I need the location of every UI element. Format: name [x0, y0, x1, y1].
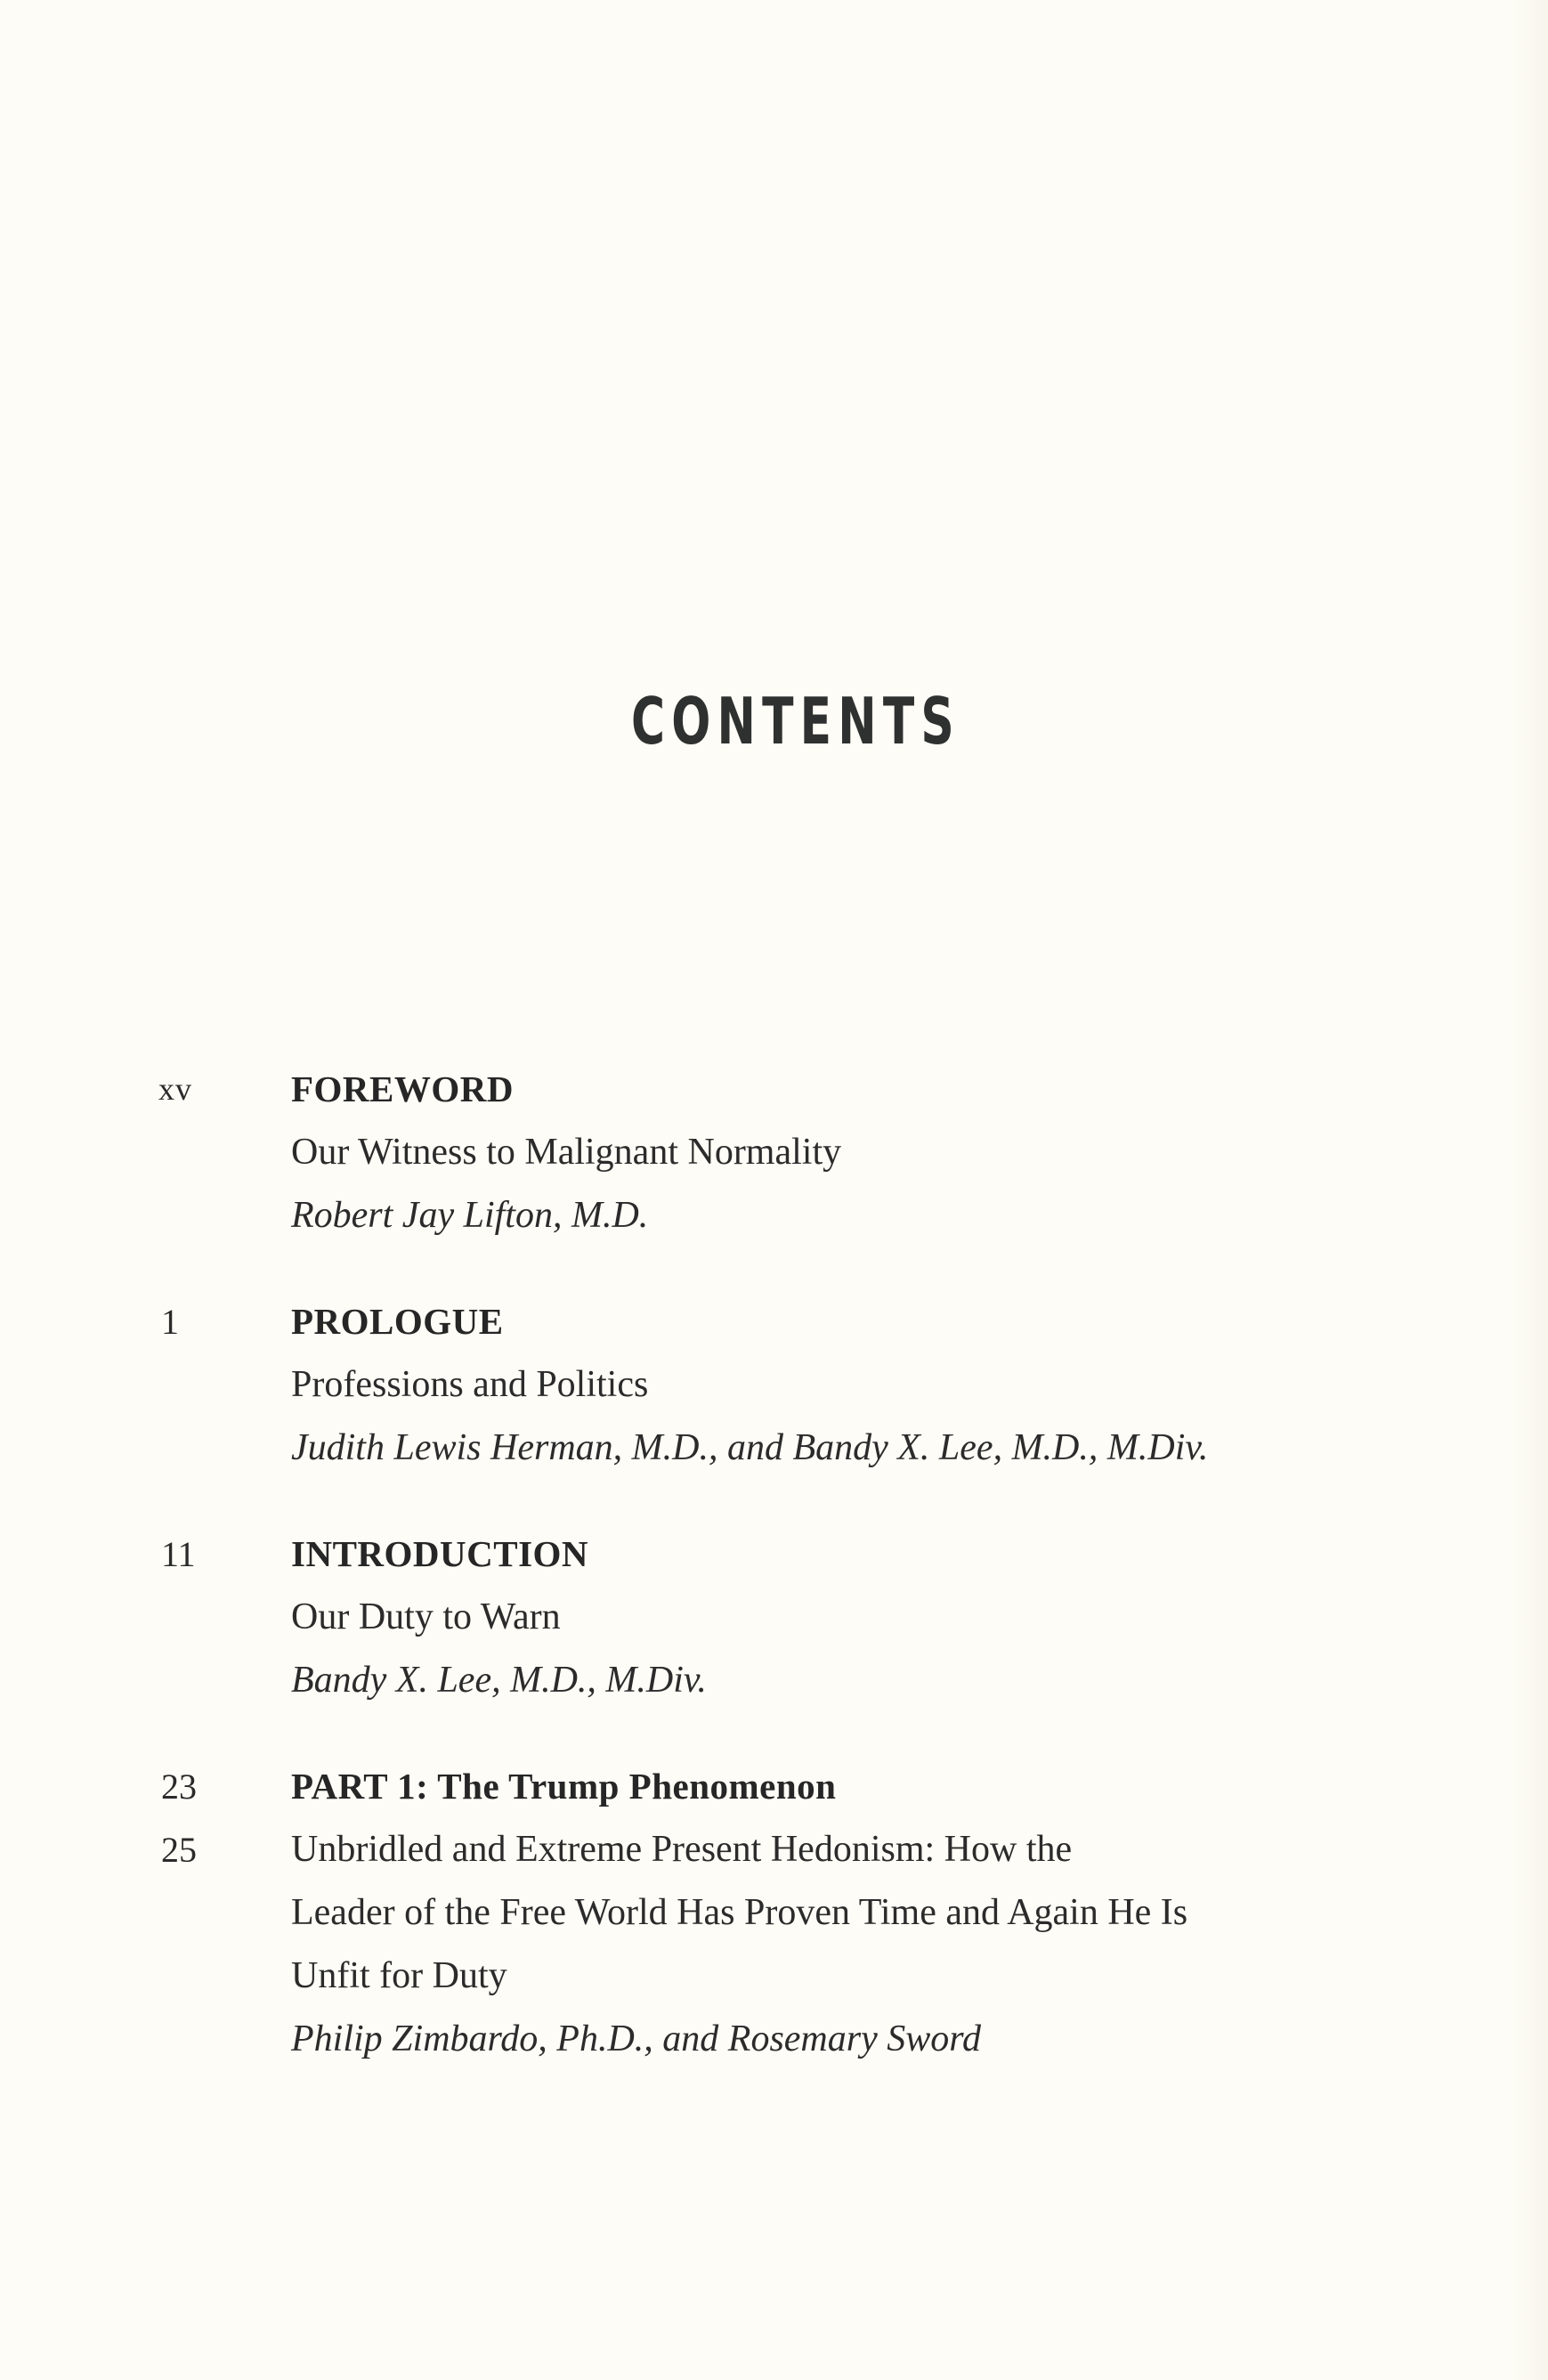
- page-number: 11: [161, 1534, 196, 1574]
- section-heading: FOREWORD: [291, 1068, 514, 1109]
- section-author: Bandy X. Lee, M.D., M.Div.: [291, 1660, 707, 1701]
- section-author: Robert Jay Lifton, M.D.: [291, 1195, 649, 1236]
- page-number: 25: [161, 1830, 197, 1870]
- section-author: Philip Zimbardo, Ph.D., and Rosemary Sword: [291, 2019, 982, 2059]
- page-number: 1: [161, 1302, 179, 1342]
- toc-entry-foreword[interactable]: [0, 1058, 1548, 1247]
- part-heading: PART 1: The Trump Phenomenon: [291, 1766, 837, 1807]
- page-number: xv: [158, 1071, 192, 1107]
- section-heading: INTRODUCTION: [291, 1533, 589, 1574]
- chapter-title-line: Leader of the Free World Has Proven Time and Again He Is: [291, 1892, 1188, 1933]
- section-subtitle: Professions and Politics: [291, 1364, 649, 1405]
- table-of-contents: [0, 1058, 1548, 2114]
- page-number: 23: [161, 1767, 197, 1807]
- toc-entry-prologue[interactable]: [0, 1290, 1548, 1480]
- toc-entry-part-1[interactable]: [0, 1755, 1548, 2071]
- section-author: Judith Lewis Herman, M.D., and Bandy X. Lee, M.D., M.Div.: [291, 1427, 1209, 1468]
- chapter-title-line: Unfit for Duty: [291, 1955, 507, 1996]
- section-heading: PROLOGUE: [291, 1301, 504, 1342]
- section-subtitle: Our Duty to Warn: [291, 1596, 561, 1637]
- section-subtitle: Our Witness to Malignant Normality: [291, 1132, 842, 1173]
- page-title: CONTENTS: [630, 684, 960, 759]
- chapter-title-line: Unbridled and Extreme Present Hedonism: How the: [291, 1829, 1073, 1870]
- toc-chapter-zimbardo[interactable]: [0, 1818, 1548, 1881]
- toc-entry-introduction[interactable]: [0, 1523, 1548, 1712]
